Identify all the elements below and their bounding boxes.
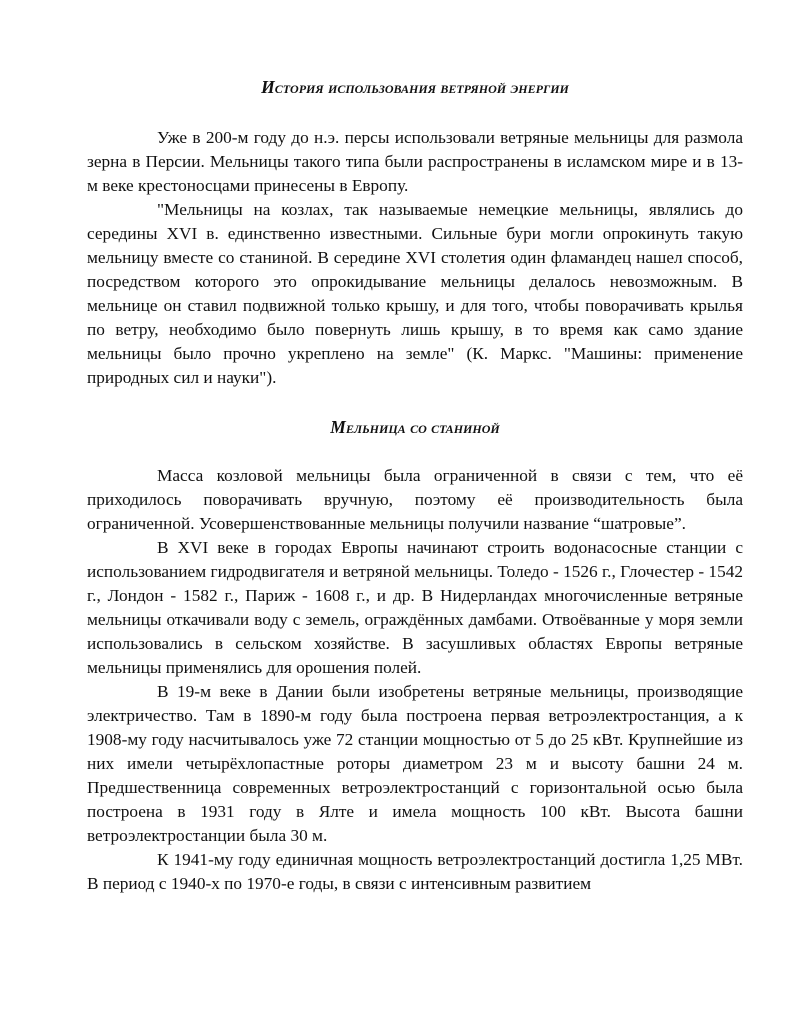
paragraph-denmark-electricity: В 19-м веке в Дании были изобретены ветряные мельницы, производящие электричество. Там в 1890-м году была построена первая ветроэлектростанция, а к 1908-му году насчитывалось уже 72 станции мощностью от 5 до 25 кВт. Крупнейшие из них имели четырёхлопастные роторы диаметром 23 м и высоту башни 24 м. Предшественница современных ветроэлектростанций с горизонтальной осью была построена в 1931 году в Ялте и имела мощность 100 кВт. Высота башни ветроэлектростанции была 30 м. [87, 682, 743, 845]
paragraph-water-pumping-stations: В XVI веке в городах Европы начинают строить водонасосные станции с использованием гидродвигателя и ветряной мельницы. Толедо - 1526 г., Глочестер - 1542 г., Лондон - 1582 г., Париж - 1608 г., и др. В Нидерландах многочисленные ветряные мельницы откачивали воду с земель, ограждённых дамбами. Отвоёванные у моря земли использовались в сельском хозяйстве. В засушливых областях Европы ветряные мельницы применялись для орошения полей. [87, 538, 743, 677]
section-title-wind-energy-history: История использования ветряной энергии [261, 77, 569, 97]
paragraph-marx-quote: "Мельницы на козлах, так называемые немецкие мельницы, являлись до середины XVI в. единственно известными. Сильные бури могли опрокинуть такую мельницу вместе со станиной. В середине XVI столетия один фламандец нашел способ, посредством которого это опрокидывание мельницы делалось невозможным. В мельнице он ставил подвижной только крышу, и для того, чтобы поворачивать крылья по ветру, необходимо было повернуть лишь крышу, в то время как само здание мельницы было прочно укреплено на земле" (К. Маркс. "Машины: применение природных сил и науки"). [87, 200, 743, 387]
paragraph-persian-mills: Уже в 200-м году до н.э. персы использовали ветряные мельницы для размола зерна в Персии. Мельницы такого типа были распространены в исламском мире и в 13-м веке крестоносцами принесены в Европу. [87, 128, 743, 195]
paragraph-1941-capacity: К 1941-му году единичная мощность ветроэлектростанций достигла 1,25 МВт. В период с 1940-х по 1970-е годы, в связи с интенсивным развитием [87, 850, 743, 893]
paragraph-post-mill-mass: Масса козловой мельницы была ограниченной в связи с тем, что её приходилось поворачивать вручную, поэтому её производительность была ограниченной. Усовершенствованные мельницы получили название “шатровые”. [87, 466, 743, 533]
section-title-mill-with-frame: Мельница со станиной [330, 417, 500, 437]
document-page [87, 68, 743, 896]
